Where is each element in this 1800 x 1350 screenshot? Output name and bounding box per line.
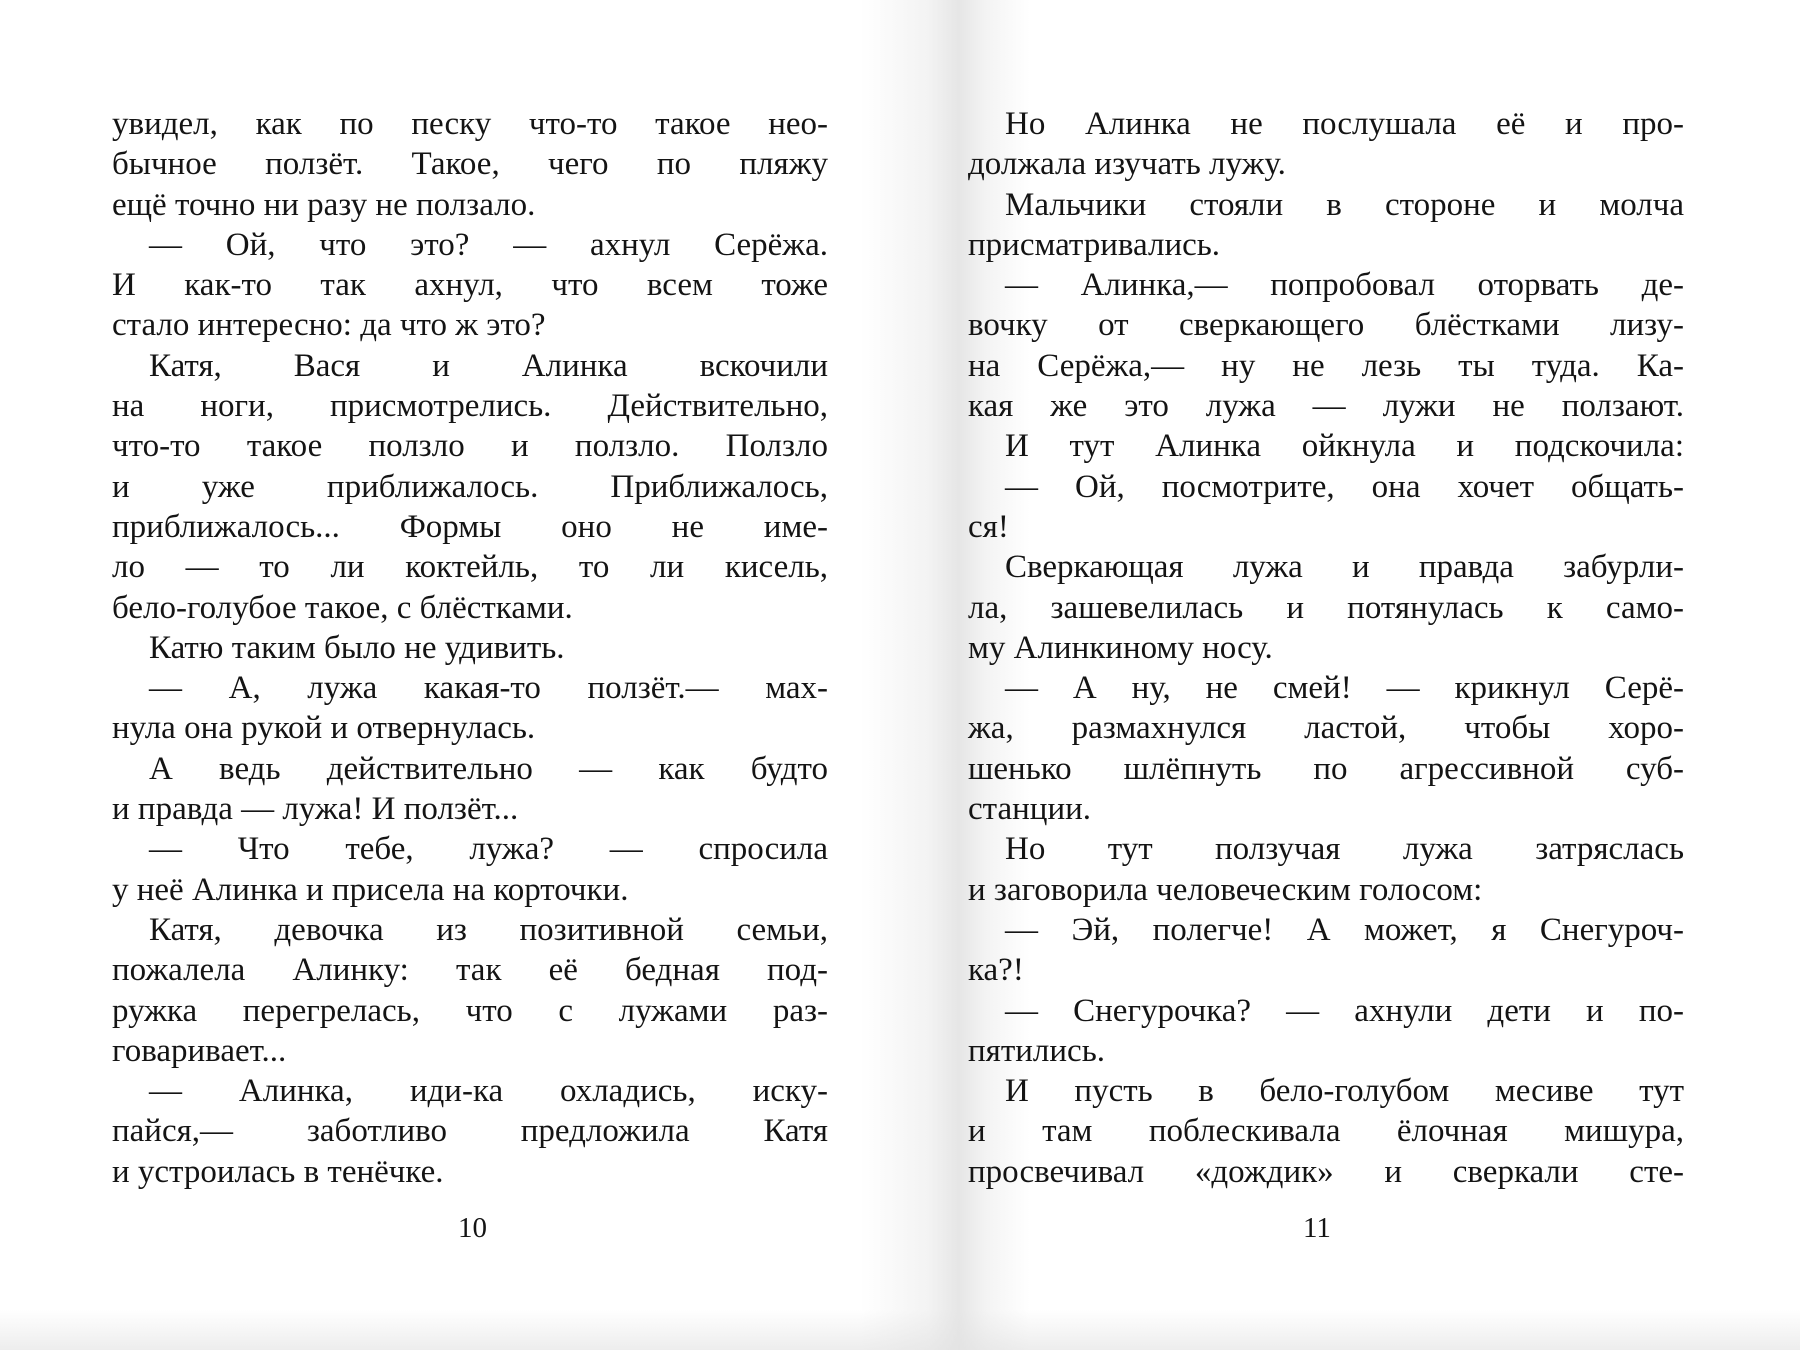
text-line: ся! <box>968 508 1009 545</box>
text-line: бычное ползёт. Такое, чего по пляжу <box>112 146 828 183</box>
text-line: Сверкающая лужа и правда забурли- <box>1005 549 1684 586</box>
text-line: Катю таким было не удивить. <box>149 629 565 666</box>
text-line: на Серёжа,— ну не лезь ты туда. Ка- <box>968 347 1684 384</box>
text-line: му Алинкиному носу. <box>968 629 1273 666</box>
text-line: — Алинка, иди-ка охладись, иску- <box>149 1073 828 1110</box>
text-line: — Ой, посмотрите, она хочет общать- <box>1005 468 1684 505</box>
text-line: стало интересно: да что ж это? <box>112 307 546 344</box>
text-line: — Снегурочка? — ахнули дети и по- <box>1005 992 1684 1029</box>
text-line: Катя, девочка из позитивной семьи, <box>149 911 828 948</box>
text-line: нула она рукой и отвернулась. <box>112 710 536 747</box>
text-line: бело-голубое такое, с блёстками. <box>112 589 573 626</box>
text-line: — Алинка,— попробовал оторвать де- <box>1005 267 1684 304</box>
text-line: присматривались. <box>968 226 1221 263</box>
text-line: и уже приближалось. Приближалось, <box>112 468 828 505</box>
page-bottom-shadow <box>0 1310 1800 1350</box>
text-line: и заговорила человеческим голосом: <box>968 871 1483 908</box>
text-line: И как-то так ахнул, что всем тоже <box>112 267 828 304</box>
text-line: И тут Алинка ойкнула и подскочила: <box>1005 428 1684 465</box>
text-line: и там поблескивала ёлочная мишура, <box>968 1113 1684 1150</box>
text-line: ружка перегрелась, что с лужами раз- <box>112 992 828 1029</box>
text-line: вочку от сверкающего блёстками лизу- <box>968 307 1684 344</box>
text-line: приближалось... Формы оно не име- <box>112 508 828 545</box>
text-line: пожалела Алинку: так её бедная под- <box>112 952 828 989</box>
text-line: — А ну, не смей! — крикнул Серё- <box>1005 670 1684 707</box>
text-line: — А, лужа какая-то ползёт.— мах- <box>149 670 828 707</box>
text-line: пятились. <box>968 1032 1105 1069</box>
text-line: пайся,— заботливо предложила Катя <box>112 1113 828 1150</box>
text-line: и правда — лужа! И ползёт... <box>112 791 519 828</box>
left-page-text <box>112 104 828 1192</box>
text-line: Мальчики стояли в стороне и молча <box>1005 186 1684 223</box>
text-line: жа, размахнулся ластой, чтобы хоро- <box>968 710 1684 747</box>
text-line: Катя, Вася и Алинка вскочили <box>149 347 828 384</box>
text-line: на ноги, присмотрелись. Действительно, <box>112 388 828 425</box>
text-line: Но тут ползучая лужа затряслась <box>1005 831 1684 868</box>
text-line: — Эй, полегче! А может, я Снегуроч- <box>1005 911 1684 948</box>
text-line: шенько шлёпнуть по агрессивной суб- <box>968 750 1684 787</box>
text-line: — Что тебе, лужа? — спросила <box>149 831 828 868</box>
text-line: увидел, как по песку что-то такое нео- <box>112 106 828 142</box>
text-line: что-то такое ползло и ползло. Ползло <box>112 428 828 465</box>
text-line: — Ой, что это? — ахнул Серёжа. <box>149 226 828 263</box>
right-page-text <box>968 104 1684 1192</box>
text-line: кая же это лужа — лужи не ползают. <box>968 388 1684 425</box>
text-line: ла, зашевелилась и потянулась к само- <box>968 589 1684 626</box>
text-line: станции. <box>968 791 1092 828</box>
text-line: ло — то ли коктейль, то ли кисель, <box>112 549 828 586</box>
text-line: ещё точно ни разу не ползало. <box>112 186 536 223</box>
text-line: ка?! <box>968 952 1024 989</box>
right-page-number: 11 <box>1303 1212 1331 1244</box>
left-page-number: 10 <box>458 1212 487 1244</box>
text-line: просвечивал «дождик» и сверкали сте- <box>968 1153 1684 1190</box>
text-line: и устроилась в тенёчке. <box>112 1153 444 1190</box>
text-line: Но Алинка не послушала её и про- <box>1005 106 1684 142</box>
text-line: И пусть в бело-голубом месиве тут <box>1005 1073 1684 1110</box>
text-line: А ведь действительно — как будто <box>149 750 828 787</box>
text-line: говаривает... <box>112 1032 287 1069</box>
text-line: у неё Алинка и присела на корточки. <box>112 871 629 908</box>
text-line: должала изучать лужу. <box>968 146 1286 183</box>
